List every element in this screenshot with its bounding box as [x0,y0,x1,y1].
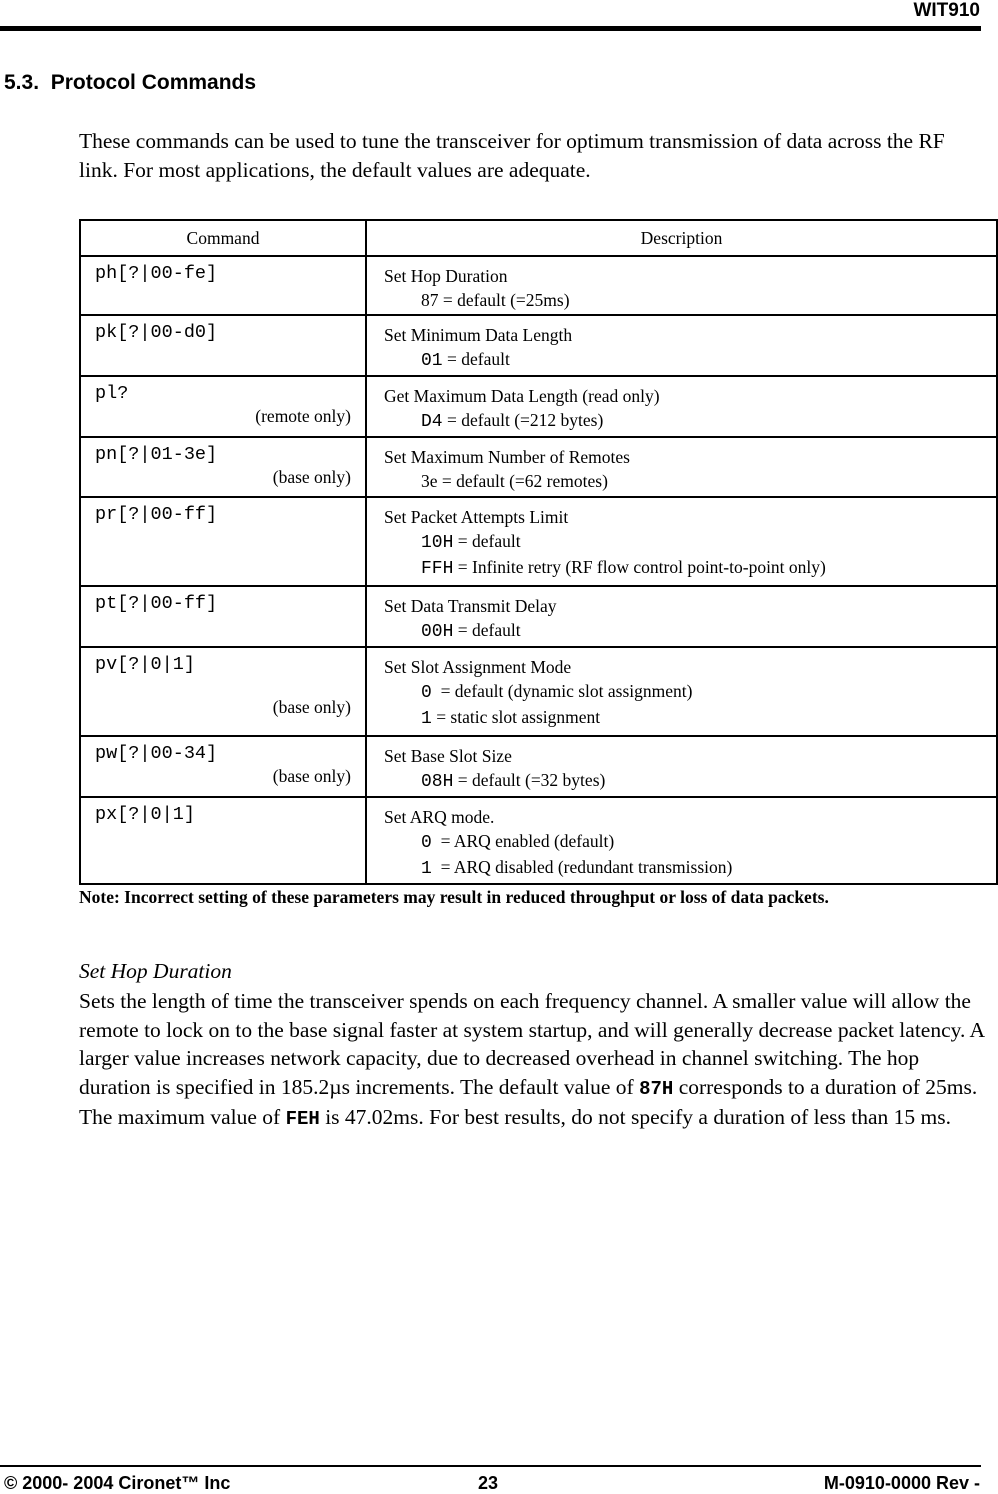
command-cell [80,736,366,797]
value-text: = ARQ disabled (redundant transmission) [431,857,733,877]
table-row [80,586,997,647]
document-header-title: WIT910 [913,0,980,21]
command-code: pn[?|01-3e] [95,444,218,465]
description-cell [366,586,997,647]
value-code: FFH [421,559,454,579]
description-title: Set Base Slot Size [384,746,512,766]
command-code: pl? [95,383,129,404]
description-value-line [384,288,988,312]
description-cell [366,736,997,797]
value-code: 1 [421,859,432,879]
description-cell [366,647,997,736]
command-scope-note: (remote only) [255,406,351,426]
column-header-description: Description [366,220,997,256]
description-cell [366,437,997,497]
table-row [80,797,997,884]
command-cell [80,497,366,586]
description-value-line [384,469,988,493]
value-code: 10H [421,533,454,553]
description-cell [366,797,997,884]
table-row [80,256,997,315]
command-scope-note: (base only) [272,697,351,717]
value-text: = default (dynamic slot assignment) [431,681,693,701]
description-title: Set Minimum Data Length [384,325,573,345]
command-code: pw[?|00-34] [95,743,218,764]
description-title: Set Packet Attempts Limit [384,507,569,527]
protocol-commands-table [79,219,998,885]
description-cell [366,497,997,586]
footer-copyright: © 2000- 2004 Cironet™ Inc [4,1473,231,1493]
column-header-command: Command [80,220,366,256]
table-row [80,437,997,497]
command-code: pr[?|00-ff] [95,504,218,525]
command-cell [80,586,366,647]
table-row [80,736,997,797]
table-row [80,315,997,376]
description-value-line [384,855,988,881]
value-code: 01 [421,351,443,371]
description-title: Get Maximum Data Length (read only) [384,386,660,406]
table-row [80,497,997,586]
hop-text-part-2: corresponds to a duration of 25ms. The maximum value of [79,1074,978,1129]
command-cell [80,376,366,437]
description-cell [366,315,997,376]
value-text: 3e = default (=62 remotes) [421,471,608,491]
command-cell [80,315,366,376]
intro-paragraph: These commands can be used to tune the transceiver for optimum transmission of data across the RF link. For most applications, the default values are adequate. [79,129,945,182]
command-code: pv[?|0|1] [95,654,195,675]
table-header-row [80,220,997,256]
description-value-line [384,829,988,855]
description-title: Set ARQ mode. [384,807,495,827]
description-cell [366,376,997,437]
value-code: 0 [421,683,432,703]
value-text: = default (=212 bytes) [442,410,604,430]
value-code: 08H [421,772,454,792]
section-number: 5.3. [4,71,40,94]
command-code: px[?|0|1] [95,804,195,825]
table-row [80,647,997,736]
value-text: = default [453,531,521,551]
description-value-line [384,618,988,644]
description-value-line [384,529,988,555]
command-scope-note: (base only) [272,467,351,487]
command-code: pt[?|00-ff] [95,593,218,614]
value-text: = default [442,349,510,369]
table-row [80,376,997,437]
header-rule [0,26,981,31]
value-text: = default [453,620,521,640]
value-code: D4 [421,412,443,432]
hop-text-part-3: is 47.02ms. For best results, do not specify a duration of less than 15 ms. [319,1105,952,1129]
command-cell [80,797,366,884]
value-code: 00H [421,622,454,642]
footer-rule [0,1465,981,1467]
section-heading [4,71,256,95]
description-value-line [384,705,988,731]
value-text: = static slot assignment [431,707,601,727]
description-title: Set Maximum Number of Remotes [384,447,630,467]
hop-duration-paragraph [79,987,984,1134]
hop-text-part-1: Sets the length of time the transceiver spends on each frequency channel. A smaller value will allow the remote to lock on to the base signal faster at system startup, and will generally decrease packet latency. A larger value increases network capacity, due to decreased overhead in channel switching. The hop duration is specified in 185.2µs increments. The default value of [79,989,984,1099]
description-title: Set Data Transmit Delay [384,596,557,616]
value-code: 1 [421,709,432,729]
footer-page-number: 23 [478,1473,499,1493]
description-title: Set Hop Duration [384,266,508,286]
description-cell [366,256,997,315]
description-value-line [384,555,988,581]
command-code: pk[?|00-d0] [95,322,218,343]
command-cell [80,256,366,315]
hop-duration-heading: Set Hop Duration [79,959,232,983]
footer-document-id: M-0910-0000 Rev - [823,1473,980,1493]
value-text: = default (=32 bytes) [453,770,606,790]
value-code: 0 [421,833,432,853]
value-text: = Infinite retry (RF flow control point-to-point only) [453,557,826,577]
description-value-line [384,347,988,373]
description-value-line [384,768,988,794]
section-title: Protocol Commands [50,71,257,94]
hop-max-code: FEH [285,1108,320,1130]
command-cell [80,647,366,736]
description-title: Set Slot Assignment Mode [384,657,572,677]
description-value-line [384,679,988,705]
description-value-line [384,408,988,434]
value-text: = ARQ enabled (default) [431,831,615,851]
command-scope-note: (base only) [272,766,351,786]
table-note: Note: Incorrect setting of these parameters may result in reduced throughput or loss of data packets. [79,887,829,907]
command-cell [80,437,366,497]
command-code: ph[?|00-fe] [95,263,218,284]
hop-default-code: 87H [639,1077,674,1100]
value-text: 87 = default (=25ms) [421,290,570,310]
